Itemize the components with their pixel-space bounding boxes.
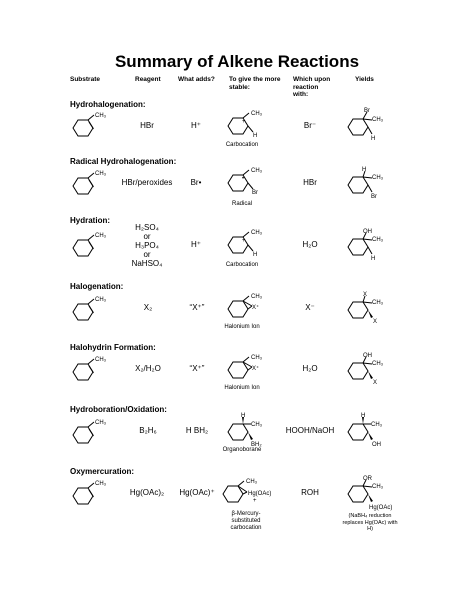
svg-text:OH: OH [372,442,381,448]
header-which-line-2: reaction [293,83,319,91]
svg-text:H: H [361,413,366,419]
product-ether [345,476,395,516]
caption-mercury-line-2: substituted [231,518,261,524]
header-substrate: Substrate [70,76,100,83]
caption-radical: Radical [231,201,252,207]
reagent-nahso4: NaHSO₄ [131,259,163,268]
page-title: Summary of Alkene Reactions [114,52,360,71]
svg-text:H: H [362,167,367,173]
svg-text:CH₃: CH₃ [251,355,263,361]
header-what-adds: What adds? [178,76,215,83]
caption-mercury-line-1: β-Mercury- [231,511,261,517]
attacker-water: H₂O [302,240,318,249]
svg-text:+: + [242,119,246,125]
svg-text:H: H [371,136,376,142]
svg-text:X: X [363,292,368,298]
caption-carbocation-1: Carbocation [225,142,259,148]
attacker-hooh-naoh: HOOH/NaOH [285,426,335,435]
header-stable-line-2: stable: [229,83,250,91]
caption-halonium-1: Halonium Ion [224,324,260,330]
reagent-diborane: B₂H₆ [139,426,157,435]
adds-h-plus: H⁺ [191,121,201,130]
svg-text:+: + [242,238,246,244]
svg-text:CH₃: CH₃ [95,420,107,426]
svg-text:CH₃: CH₃ [372,484,384,490]
caption-carbocation-2: Carbocation [225,262,259,268]
section-hydroboration: Hydroboration/Oxidation: [70,405,167,414]
svg-text:H: H [253,252,258,258]
svg-text:CH₃: CH₃ [246,479,258,485]
svg-text:CH₃: CH₃ [95,171,107,177]
svg-text:CH₃: CH₃ [95,481,107,487]
halonium-structure-2 [225,354,275,389]
svg-text:CH₃: CH₃ [372,237,384,243]
reagent-h3po4: H₃PO₄ [135,241,159,250]
svg-text:CH₃: CH₃ [371,422,383,428]
product-alcohol [345,228,385,268]
reagent-acids [130,223,164,268]
section-radical-hydrohalogenation: Radical Hydrohalogenation: [70,157,177,166]
svg-text:•: • [242,176,245,182]
svg-text:Br: Br [364,108,370,114]
svg-text:Br: Br [252,190,258,196]
svg-text:CH₃: CH₃ [251,168,263,174]
svg-text:X: X [373,319,378,325]
svg-text:CH₃: CH₃ [372,300,384,306]
svg-text:CH₃: CH₃ [251,422,263,428]
substrate-methylcyclohexene-1 [68,112,108,147]
svg-text:CH₃: CH₃ [372,361,384,367]
svg-text:+: + [253,498,257,504]
header-which [293,76,330,99]
reagent-hbr-peroxides: HBr/peroxides [121,178,173,187]
svg-text:CH₃: CH₃ [95,357,107,363]
adds-x-plus-2: “X⁺” [189,364,205,373]
section-halohydrin: Halohydrin Formation: [70,343,156,352]
header-stable [229,76,281,91]
svg-text:CH₃: CH₃ [251,294,263,300]
caption-organoborane: Organoborane [222,447,262,453]
attacker-roh: ROH [301,488,319,497]
svg-text:X⁺: X⁺ [252,305,260,311]
radical-structure [225,167,275,202]
caption-mercury-line-3: carbocation [230,525,262,531]
reagent-x2-water: X₂/H₂O [135,364,161,373]
svg-text:CH₃: CH₃ [372,117,384,123]
svg-text:X⁺: X⁺ [252,366,260,372]
header-yields: Yields [355,76,374,83]
section-halogenation: Halogenation: [70,282,124,291]
carbocation-structure-2 [225,229,275,264]
reagent-mercuric-acetate: Hg(OAc)₂ [129,488,165,497]
substrate-methylcyclohexene-7 [68,480,108,515]
header-stable-line-1: To give the more [229,76,281,83]
substrate-methylcyclohexene-2 [68,170,108,205]
svg-text:CH₃: CH₃ [95,233,107,239]
attacker-x-minus: X⁻ [305,303,315,312]
substrate-methylcyclohexene-4 [68,296,108,331]
section-hydrohalogenation: Hydrohalogenation: [70,100,146,109]
section-hydration: Hydration: [70,216,110,225]
note-line-3: H) [367,526,373,532]
methyl-label: CH₃ [95,113,107,119]
note-nabh4-reduction [330,513,410,533]
svg-text:BH₂: BH₂ [251,442,262,448]
adds-x-plus: “X⁺” [189,303,205,312]
caption-halonium-2: Halonium Ion [224,385,260,391]
product-anti-markovnikov-bromide [345,166,385,206]
adds-br-radical: Br• [190,178,202,187]
svg-text:OH: OH [363,353,372,359]
mercurinium-structure [220,478,275,513]
substrate-methylcyclohexene-3 [68,232,108,267]
header-which-line-3: with: [293,91,309,98]
reagent-hbr: HBr [140,121,154,130]
note-line-2: replaces Hg(OAc) with [342,519,398,526]
product-dihalide [345,291,385,331]
caption-mercury-carbocation [222,511,270,532]
attacker-br-minus: Br⁻ [303,121,317,130]
svg-text:H: H [241,413,246,419]
adds-hgoac-plus: Hg(OAc)⁺ [179,488,215,497]
svg-text:Hg(OAc): Hg(OAc) [248,491,272,497]
adds-h-plus-2: H⁺ [191,240,201,249]
svg-text:Br: Br [371,194,377,200]
attacker-hbr: HBr [303,178,317,187]
svg-text:Hg(OAc): Hg(OAc) [369,505,393,511]
svg-text:H: H [371,256,376,262]
product-bromide [345,108,385,148]
svg-text:OH: OH [363,229,372,235]
product-anti-markovnikov-alcohol [345,414,385,454]
reagent-h2so4: H₂SO₄ [135,223,159,232]
svg-text:OR: OR [363,476,372,482]
substrate-methylcyclohexene-6 [68,419,108,454]
reagent-or-2: or [143,250,151,259]
svg-text:CH₃: CH₃ [372,175,384,181]
substrate-methylcyclohexene-5 [68,356,108,391]
svg-text:CH₃: CH₃ [95,297,107,303]
svg-text:H: H [253,133,258,139]
reagent-x2: X₂ [143,303,153,312]
carbocation-structure [225,110,275,145]
attacker-water-2: H₂O [302,364,318,373]
product-halohydrin [345,352,385,392]
svg-text:CH₃: CH₃ [251,111,263,117]
halonium-structure [225,293,275,328]
svg-text:CH₃: CH₃ [251,230,263,236]
header-which-line-1: Which upon [293,76,331,83]
header-reagent: Reagent [135,76,161,83]
svg-text:X: X [373,380,378,386]
note-line-1: (NaBH₄ reduction [348,513,392,519]
section-oxymercuration: Oxymercuration: [70,467,135,476]
reagent-or-1: or [143,232,151,241]
adds-h-bh2: H BH₂ [185,426,209,435]
